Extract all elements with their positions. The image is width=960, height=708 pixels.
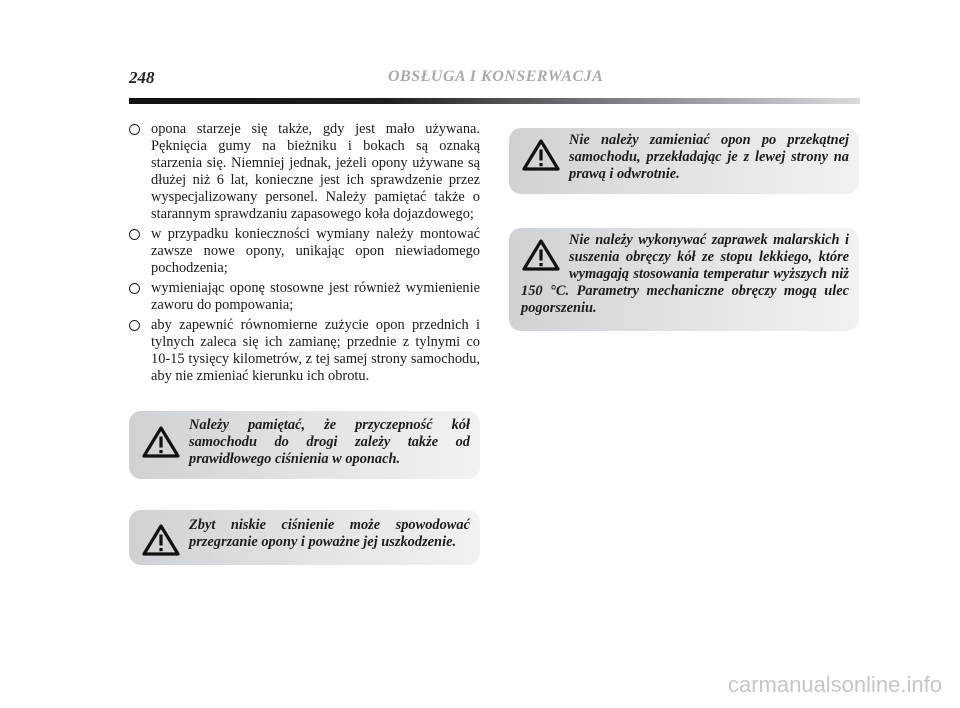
bullet-circle-icon	[129, 283, 140, 294]
warning-box-tire-rotation	[509, 128, 859, 194]
warning-text: Nie należy zamieniać opon po przekątnej samochodu, przekładając je z lewej strony na prawą i odwrotnie.	[569, 132, 849, 182]
bullet-list	[129, 121, 480, 388]
warning-triangle-icon	[521, 238, 561, 272]
bullet-circle-icon	[129, 320, 140, 331]
list-item	[129, 317, 480, 385]
warning-text: Należy pamiętać, że przyczepność kół samochodu do drogi zależy także od prawidłowego ciśnienia w oponach.	[189, 417, 470, 467]
warning-box-low-pressure	[129, 510, 480, 565]
header-rule	[129, 98, 860, 104]
list-item	[129, 226, 480, 277]
list-item-text: w przypadku konieczności wymiany należy montować zawsze nowe opony, unikając opon niewiadomego pochodzenia;	[151, 226, 480, 276]
bullet-circle-icon	[129, 229, 140, 240]
warning-triangle-icon	[141, 425, 181, 459]
list-item	[129, 121, 480, 223]
page-number: 248	[129, 68, 155, 87]
list-item-text: opona starzeje się także, gdy jest mało używana. Pęknięcia gumy na bieżniku i bokach są oznaką starzenia się. Niemniej jednak, jeżeli opony używane są dłużej niż 6 lat, konieczne jest ich sprawdzenie przez wyspecjalizowany personel. Należy pamiętać także o starannym sprawdzaniu zapasowego koła dojazdowego;	[151, 121, 480, 222]
warning-text: Zbyt niskie ciśnienie może spowodować przegrzanie opony i poważne jej uszkodzenie.	[189, 517, 470, 550]
list-item-text: aby zapewnić równomierne zużycie opon przednich i tylnych zaleca się ich zamianę; przednie z tylnymi co 10-15 tysięcy kilometrów, z tej samej strony samochodu, aby nie zmieniać kierunku ich obrotu.	[151, 317, 480, 384]
section-title: OBSŁUGA I KONSERWACJA	[388, 68, 604, 85]
warning-triangle-icon	[521, 138, 561, 172]
list-item	[129, 280, 480, 314]
warning-box-tire-grip	[129, 411, 480, 479]
warning-triangle-icon	[141, 523, 181, 557]
bullet-circle-icon	[129, 124, 140, 135]
warning-box-wheel-paint	[509, 228, 859, 331]
watermark: carmanualsonline.info	[727, 672, 942, 697]
list-item-text: wymieniając oponę stosowne jest również wymienienie zaworu do pompowania;	[151, 280, 480, 313]
warning-text: Nie należy wykonywać zaprawek malarskich i suszenia obręczy kół ze stopu lekkiego, które wymagają stosowania temperatur wyższych niż 150 °C. Parametry mechaniczne obręczy mogą ulec pogorszeniu.	[521, 232, 849, 316]
